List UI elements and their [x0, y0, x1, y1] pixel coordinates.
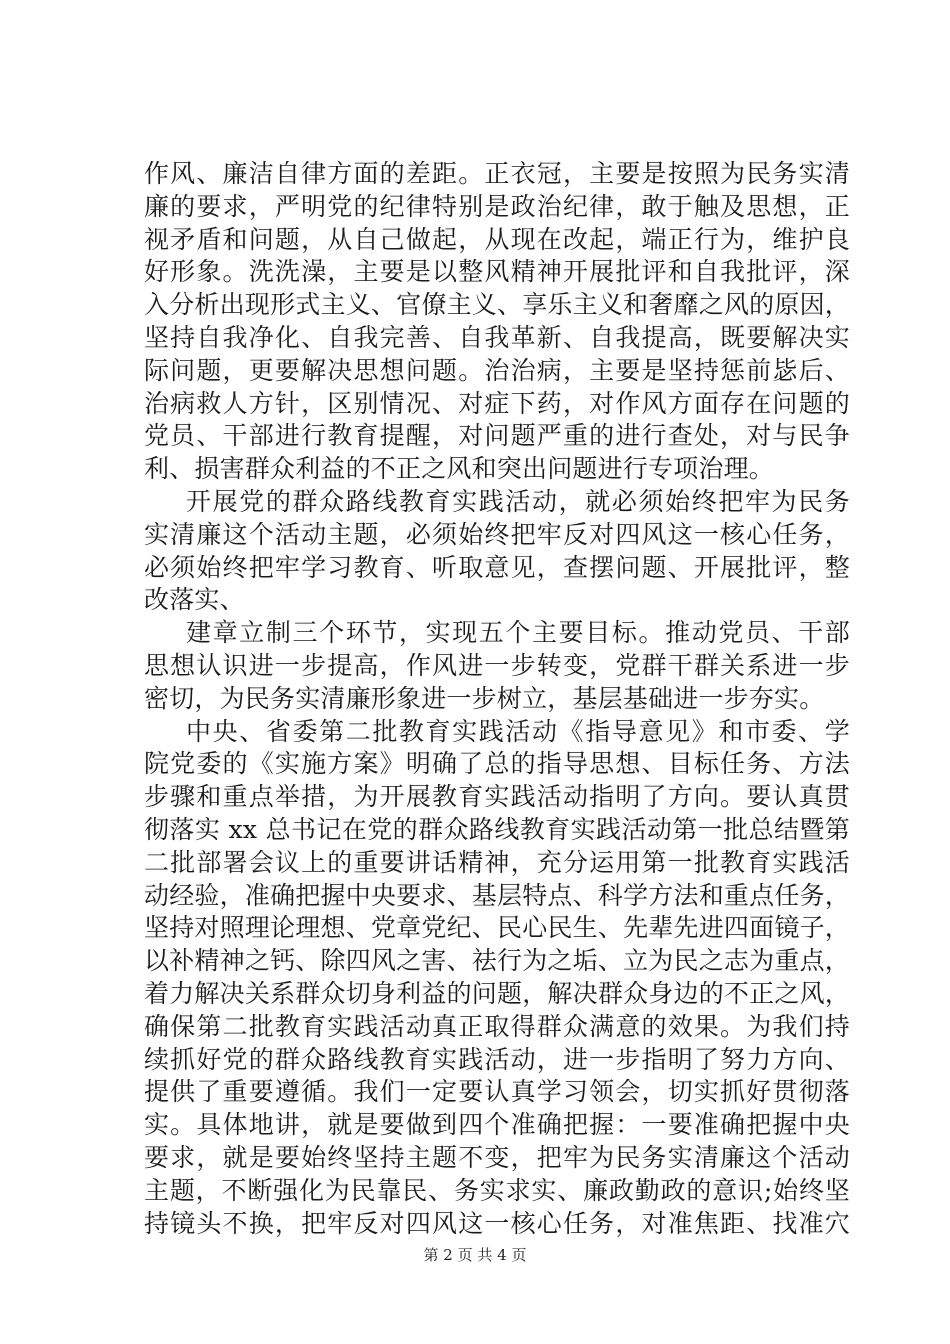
text-line: 着力解决关系群众切身利益的问题，解决群众身边的不正之风，	[144, 978, 850, 1008]
text-line: 密切，为民务实清廉形象进一步树立，基层基础进一步夯实。	[144, 683, 825, 713]
text-line: 实清廉这个活动主题，必须始终把牢反对四风这一核心任务，	[144, 519, 850, 549]
text-line: 治病救人方针，区别情况、对症下药，对作风方面存在问题的	[144, 388, 850, 418]
text-line: 开展党的群众路线教育实践活动，就必须始终把牢为民务	[186, 486, 850, 516]
text-line: 提供了重要遵循。我们一定要认真学习领会，切实抓好贯彻落	[144, 1077, 850, 1107]
text-line: 彻落实 xx 总书记在党的群众路线教育实践活动第一批总结暨第	[144, 814, 850, 844]
text-line: 作风、廉洁自律方面的差距。正衣冠，主要是按照为民务实清	[144, 159, 850, 188]
text-line: 入分析出现形式主义、官僚主义、享乐主义和奢靡之风的原因，	[144, 290, 850, 320]
text-line: 续抓好党的群众路线教育实践活动，进一步指明了努力方向、	[144, 1044, 850, 1074]
text-line: 必须始终把牢学习教育、听取意见，查摆问题、开展批评，整	[144, 552, 850, 582]
text-line: 思想认识进一步提高，作风进一步转变，党群干群关系进一步	[144, 650, 850, 680]
text-line: 院党委的《实施方案》明确了总的指导思想、目标任务、方法	[144, 749, 850, 779]
text-line: 确保第二批教育实践活动真正取得群众满意的效果。为我们持	[144, 1011, 850, 1041]
text-line: 二批部署会议上的重要讲话精神，充分运用第一批教育实践活	[144, 847, 850, 877]
text-line: 坚持对照理论理想、党章党纪、民心民生、先辈先进四面镜子，	[144, 913, 850, 943]
text-line: 利、损害群众利益的不正之风和突出问题进行专项治理。	[144, 454, 775, 484]
page-number-footer: 第 2 页 共 4 页	[423, 1246, 527, 1264]
text-line: 实。具体地讲，就是要做到四个准确把握：一要准确把握中央	[144, 1110, 850, 1140]
text-line: 中央、省委第二批教育实践活动《指导意见》和市委、学	[186, 716, 850, 746]
text-line: 好形象。洗洗澡，主要是以整风精神开展批评和自我批评，深	[144, 257, 850, 287]
text-line: 廉的要求，严明党的纪律特别是政治纪律，敢于触及思想，正	[144, 191, 850, 221]
text-line: 要求，就是要始终坚持主题不变，把牢为民务实清廉这个活动	[144, 1142, 850, 1172]
text-line: 步骤和重点举措，为开展教育实践活动指明了方向。要认真贯	[144, 782, 850, 812]
text-line: 持镜头不换，把牢反对四风这一核心任务，对准焦距、找准穴	[144, 1208, 850, 1238]
text-line: 党员、干部进行教育提醒，对问题严重的进行查处，对与民争	[144, 421, 850, 451]
text-line: 主题，不断强化为民靠民、务实求实、廉政勤政的意识;始终坚	[144, 1175, 850, 1205]
text-line: 建章立制三个环节，实现五个主要目标。推动党员、干部	[186, 618, 850, 648]
text-line: 际问题，更要解决思想问题。治治病，主要是坚持惩前毖后、	[144, 355, 850, 385]
text-line: 改落实、	[144, 585, 245, 615]
text-line: 视矛盾和问题，从自己做起，从现在改起，端正行为，维护良	[144, 224, 850, 254]
text-line: 坚持自我净化、自我完善、自我革新、自我提高，既要解决实	[144, 322, 850, 352]
document-body	[144, 158, 850, 1240]
text-line: 动经验，准确把握中央要求、基层特点、科学方法和重点任务，	[144, 880, 850, 910]
text-line: 以补精神之钙、除四风之害、祛行为之垢、立为民之志为重点，	[144, 946, 850, 976]
